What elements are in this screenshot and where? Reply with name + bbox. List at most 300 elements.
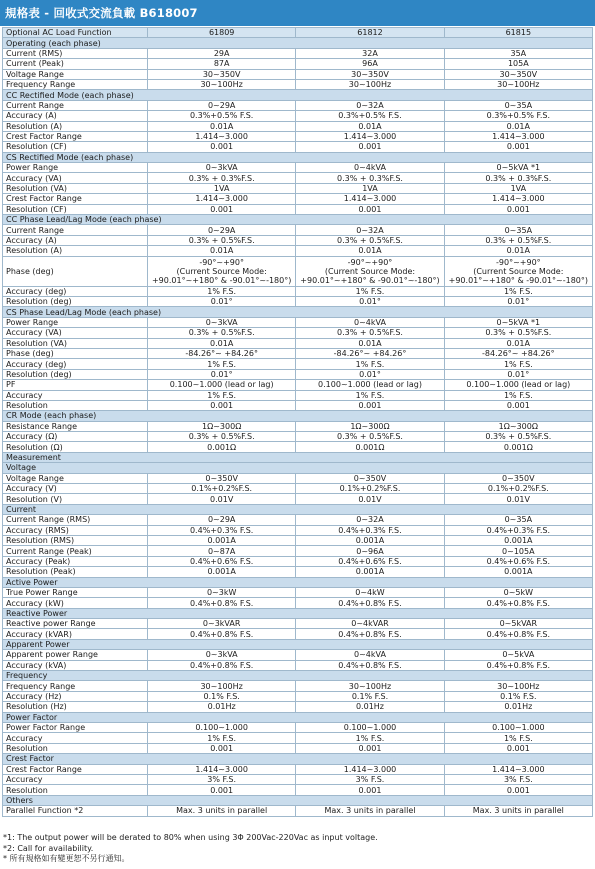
footnote-2: *2: Call for availability.: [3, 843, 94, 853]
table-row: [3, 546, 593, 556]
value-cell: 0~4kW: [296, 587, 444, 597]
row-label: PF: [3, 380, 148, 390]
table-row: [3, 619, 593, 629]
value-cell: 3% F.S.: [148, 774, 296, 784]
value-cell: 0.4%+0.6% F.S.: [444, 556, 592, 566]
table-row: [3, 204, 593, 214]
value-cell: 0.01A: [148, 121, 296, 131]
section-title: Others: [3, 795, 593, 805]
row-label: Resolution (V): [3, 494, 148, 504]
table-row: [3, 369, 593, 379]
value-cell: 0~96A: [296, 546, 444, 556]
row-label: Current Range: [3, 100, 148, 110]
value-cell: 1VA: [444, 183, 592, 193]
value-cell: 0.001: [296, 142, 444, 152]
value-cell: 0.001A: [296, 567, 444, 577]
table-row: [3, 246, 593, 256]
table-row: [3, 774, 593, 784]
value-cell: -84.26°~ +84.26°: [148, 348, 296, 358]
row-label: Accuracy (kVAR): [3, 629, 148, 639]
table-row: [3, 785, 593, 795]
value-cell: 0.1% F.S.: [444, 691, 592, 701]
value-cell: -90°~+90° (Current Source Mode: +90.01°~+180° & -90.01°~-180°): [148, 256, 296, 286]
value-cell: Max. 3 units in parallel: [148, 806, 296, 816]
value-cell: 0~3kVAR: [148, 619, 296, 629]
table-row: [3, 743, 593, 753]
table-row: [3, 556, 593, 566]
value-cell: 0.4%+0.3% F.S.: [444, 525, 592, 535]
value-cell: -84.26°~ +84.26°: [444, 348, 592, 358]
value-cell: 0~5kVAR: [444, 619, 592, 629]
value-cell: 0~5kW: [444, 587, 592, 597]
value-cell: 0.4%+0.8% F.S.: [148, 660, 296, 670]
spec-table-body: [3, 28, 593, 817]
row-label: Power Factor Range: [3, 723, 148, 733]
value-cell: 0~3kW: [148, 587, 296, 597]
value-cell: 0.01V: [444, 494, 592, 504]
table-row: [3, 484, 593, 494]
value-cell: 0.01A: [296, 338, 444, 348]
section-title: Measurement: [3, 452, 593, 462]
table-row: [3, 723, 593, 733]
value-cell: 0.001A: [444, 535, 592, 545]
row-label: Accuracy (deg): [3, 286, 148, 296]
value-cell: 0.001: [148, 142, 296, 152]
section-title: CS Phase Lead/Lag Mode (each phase): [3, 307, 593, 317]
table-row: [3, 100, 593, 110]
value-cell: 1.414~3.000: [444, 131, 592, 141]
value-cell: Max. 3 units in parallel: [444, 806, 592, 816]
value-cell: 1% F.S.: [148, 359, 296, 369]
value-cell: -90°~+90° (Current Source Mode: +90.01°~+180° & -90.01°~-180°): [296, 256, 444, 286]
value-cell: 0.3%+0.5% F.S.: [148, 111, 296, 121]
value-cell: 0.001: [444, 743, 592, 753]
table-row: [3, 432, 593, 442]
row-label: Resolution: [3, 785, 148, 795]
value-cell: 1.414~3.000: [444, 194, 592, 204]
section-row: [3, 577, 593, 587]
value-cell: 0.001: [296, 743, 444, 753]
value-cell: 0.001Ω: [296, 442, 444, 452]
value-cell: 0~4kVA: [296, 317, 444, 327]
row-label: Resolution (RMS): [3, 535, 148, 545]
value-cell: 0.3% + 0.5%F.S.: [444, 432, 592, 442]
value-cell: 1% F.S.: [296, 359, 444, 369]
value-cell: 0.100~1.000: [296, 723, 444, 733]
value-cell: 30~100Hz: [444, 79, 592, 89]
value-cell: 0.3% + 0.3%F.S.: [148, 173, 296, 183]
row-label: Current Range (RMS): [3, 515, 148, 525]
row-label: Crest Factor Range: [3, 131, 148, 141]
footnote-3: * 所有規格如有變更恕不另行通知。: [3, 854, 130, 863]
section-row: [3, 712, 593, 722]
row-label: Resolution (Ω): [3, 442, 148, 452]
value-cell: 1% F.S.: [444, 359, 592, 369]
value-cell: 1% F.S.: [296, 390, 444, 400]
value-cell: 0.01A: [444, 246, 592, 256]
value-cell: 0.01A: [148, 338, 296, 348]
row-label: Crest Factor Range: [3, 194, 148, 204]
row-label: Resolution: [3, 400, 148, 410]
row-label: Resolution (deg): [3, 369, 148, 379]
value-cell: 0.1% F.S.: [148, 691, 296, 701]
row-label: Accuracy (Peak): [3, 556, 148, 566]
section-row: [3, 639, 593, 649]
value-cell: 0.3% + 0.5%F.S.: [148, 432, 296, 442]
row-label: Reactive power Range: [3, 619, 148, 629]
table-row: [3, 660, 593, 670]
section-row: [3, 152, 593, 162]
row-label: Resolution: [3, 743, 148, 753]
table-row: [3, 142, 593, 152]
value-cell: 1% F.S.: [444, 390, 592, 400]
value-cell: 0.1%+0.2%F.S.: [444, 484, 592, 494]
table-row: [3, 225, 593, 235]
value-cell: 0.4%+0.8% F.S.: [296, 629, 444, 639]
section-title: Crest Factor: [3, 754, 593, 764]
value-cell: 105A: [444, 59, 592, 69]
table-row: [3, 380, 593, 390]
value-cell: 30~100Hz: [296, 681, 444, 691]
value-cell: 0~5kVA: [444, 650, 592, 660]
value-cell: -90°~+90° (Current Source Mode: +90.01°~+180° & -90.01°~-180°): [444, 256, 592, 286]
value-cell: 0.100~1.000 (lead or lag): [296, 380, 444, 390]
value-cell: 0.3% + 0.3%F.S.: [296, 173, 444, 183]
section-title: Voltage: [3, 463, 593, 473]
section-row: [3, 463, 593, 473]
table-row: [3, 650, 593, 660]
value-cell: 1% F.S.: [148, 286, 296, 296]
table-row: [3, 702, 593, 712]
section-row: [3, 671, 593, 681]
row-label: Resolution (CF): [3, 204, 148, 214]
value-cell: 1.414~3.000: [148, 764, 296, 774]
table-row: [3, 235, 593, 245]
value-cell: 0.3% + 0.5%F.S.: [296, 328, 444, 338]
value-cell: 0.01Hz: [296, 702, 444, 712]
value-cell: 0.3% + 0.5%F.S.: [444, 328, 592, 338]
value-cell: 1% F.S.: [148, 733, 296, 743]
table-row: [3, 317, 593, 327]
value-cell: 0~32A: [296, 515, 444, 525]
value-cell: 1.414~3.000: [444, 764, 592, 774]
value-cell: 0.4%+0.6% F.S.: [148, 556, 296, 566]
row-label: Accuracy (A): [3, 235, 148, 245]
table-row: [3, 286, 593, 296]
page-title: 規格表 - 回收式交流負載 B618007: [5, 6, 198, 20]
table-row: [3, 69, 593, 79]
section-row: [3, 504, 593, 514]
value-cell: 0.01V: [148, 494, 296, 504]
value-cell: 0~5kVA *1: [444, 163, 592, 173]
section-title: Operating (each phase): [3, 38, 593, 48]
value-cell: 35A: [444, 48, 592, 58]
value-cell: 0.4%+0.8% F.S.: [296, 660, 444, 670]
value-cell: 1Ω~300Ω: [444, 421, 592, 431]
table-row: [3, 256, 593, 286]
value-cell: 0.3%+0.5% F.S.: [444, 111, 592, 121]
value-cell: 0.4%+0.3% F.S.: [296, 525, 444, 535]
value-cell: 30~350V: [148, 69, 296, 79]
value-cell: 0~3kVA: [148, 650, 296, 660]
value-cell: 1% F.S.: [444, 286, 592, 296]
table-row: [3, 629, 593, 639]
row-label: Accuracy (RMS): [3, 525, 148, 535]
value-cell: 0.001A: [148, 535, 296, 545]
value-cell: 1.414~3.000: [296, 194, 444, 204]
value-cell: 0~32A: [296, 225, 444, 235]
table-row: [3, 421, 593, 431]
value-cell: 0.001Ω: [444, 442, 592, 452]
table-row: [3, 691, 593, 701]
row-label: Accuracy (kW): [3, 598, 148, 608]
value-cell: 0~4kVAR: [296, 619, 444, 629]
value-cell: 30~100Hz: [444, 681, 592, 691]
row-label: Parallel Function *2: [3, 806, 148, 816]
value-cell: 3% F.S.: [444, 774, 592, 784]
value-cell: 0.1%+0.2%F.S.: [296, 484, 444, 494]
row-label: Resolution (Peak): [3, 567, 148, 577]
value-cell: 0.3% + 0.5%F.S.: [296, 432, 444, 442]
row-label: Frequency Range: [3, 79, 148, 89]
value-cell: 0.3%+0.5% F.S.: [296, 111, 444, 121]
table-row: [3, 400, 593, 410]
row-label: Phase (deg): [3, 348, 148, 358]
value-cell: 1.414~3.000: [148, 194, 296, 204]
value-cell: 0.3% + 0.5%F.S.: [296, 235, 444, 245]
section-row: [3, 307, 593, 317]
row-label: Accuracy (Ω): [3, 432, 148, 442]
row-label: Current (Peak): [3, 59, 148, 69]
value-cell: 0.100~1.000: [444, 723, 592, 733]
table-row: [3, 515, 593, 525]
table-row: [3, 681, 593, 691]
section-title: CC Rectified Mode (each phase): [3, 90, 593, 100]
table-row: [3, 525, 593, 535]
row-label: Voltage Range: [3, 69, 148, 79]
value-cell: 0.4%+0.8% F.S.: [148, 629, 296, 639]
value-cell: 0.001: [148, 400, 296, 410]
value-cell: 0~350V: [148, 473, 296, 483]
value-cell: 0.4%+0.3% F.S.: [148, 525, 296, 535]
footnote-1: *1: The output power will be derated to 80% when using 3Φ 200Vac-220Vac as input voltage.: [3, 833, 378, 842]
row-label: Accuracy (VA): [3, 173, 148, 183]
value-cell: 0.01°: [296, 296, 444, 306]
row-label: Resolution (A): [3, 246, 148, 256]
row-label: Accuracy (V): [3, 484, 148, 494]
value-cell: 0.3% + 0.5%F.S.: [148, 235, 296, 245]
header-cell-61809: 61809: [148, 28, 296, 38]
value-cell: 0.01°: [296, 369, 444, 379]
value-cell: -84.26°~ +84.26°: [296, 348, 444, 358]
value-cell: 0.01A: [444, 121, 592, 131]
table-row: [3, 328, 593, 338]
value-cell: 0.001: [296, 400, 444, 410]
value-cell: 0.01A: [148, 246, 296, 256]
table-row: [3, 348, 593, 358]
section-row: [3, 754, 593, 764]
row-label: Power Range: [3, 317, 148, 327]
table-row: [3, 598, 593, 608]
value-cell: 1VA: [148, 183, 296, 193]
row-label: Accuracy (kVA): [3, 660, 148, 670]
row-label: Resistance Range: [3, 421, 148, 431]
row-label: Resolution (Hz): [3, 702, 148, 712]
value-cell: 0~5kVA *1: [444, 317, 592, 327]
row-label: True Power Range: [3, 587, 148, 597]
table-row: [3, 390, 593, 400]
table-row: [3, 733, 593, 743]
table-row: [3, 131, 593, 141]
header-cell-label: Optional AC Load Function: [3, 28, 148, 38]
section-row: [3, 215, 593, 225]
value-cell: 0~32A: [296, 100, 444, 110]
section-title: Active Power: [3, 577, 593, 587]
table-row: [3, 567, 593, 577]
value-cell: 0~35A: [444, 100, 592, 110]
value-cell: 1% F.S.: [296, 286, 444, 296]
section-title: CR Mode (each phase): [3, 411, 593, 421]
value-cell: 0~87A: [148, 546, 296, 556]
value-cell: 0.01A: [296, 246, 444, 256]
value-cell: 0.001: [148, 204, 296, 214]
value-cell: 30~100Hz: [148, 79, 296, 89]
table-row: [3, 183, 593, 193]
section-title: Reactive Power: [3, 608, 593, 618]
value-cell: 0.001Ω: [148, 442, 296, 452]
value-cell: 0.01°: [148, 296, 296, 306]
value-cell: 0.1%+0.2%F.S.: [148, 484, 296, 494]
row-label: Accuracy: [3, 774, 148, 784]
header-cell-61812: 61812: [296, 28, 444, 38]
value-cell: 30~350V: [444, 69, 592, 79]
value-cell: 0.001A: [296, 535, 444, 545]
table-row: [3, 121, 593, 131]
value-cell: 0~3kVA: [148, 317, 296, 327]
table-row: [3, 535, 593, 545]
table-row: [3, 163, 593, 173]
value-cell: 1.414~3.000: [148, 131, 296, 141]
section-title: Power Factor: [3, 712, 593, 722]
row-label: Accuracy: [3, 390, 148, 400]
value-cell: 0.4%+0.6% F.S.: [296, 556, 444, 566]
table-row: [3, 111, 593, 121]
section-title: Frequency: [3, 671, 593, 681]
table-row: [3, 79, 593, 89]
value-cell: 0.001: [444, 204, 592, 214]
row-label: Power Range: [3, 163, 148, 173]
table-row: [3, 59, 593, 69]
section-row: [3, 795, 593, 805]
value-cell: 1VA: [296, 183, 444, 193]
row-label: Current Range (Peak): [3, 546, 148, 556]
value-cell: 1.414~3.000: [296, 764, 444, 774]
value-cell: 0.4%+0.8% F.S.: [444, 598, 592, 608]
table-row: [3, 173, 593, 183]
value-cell: 0~3kVA: [148, 163, 296, 173]
value-cell: 0.3% + 0.5%F.S.: [148, 328, 296, 338]
value-cell: 0.4%+0.8% F.S.: [444, 629, 592, 639]
section-row: [3, 608, 593, 618]
value-cell: 0.100~1.000 (lead or lag): [444, 380, 592, 390]
value-cell: 0~35A: [444, 515, 592, 525]
section-row: [3, 38, 593, 48]
value-cell: 0.01°: [444, 296, 592, 306]
value-cell: 0.001: [444, 785, 592, 795]
value-cell: 0.4%+0.8% F.S.: [148, 598, 296, 608]
value-cell: 29A: [148, 48, 296, 58]
table-row: [3, 442, 593, 452]
table-row: [3, 764, 593, 774]
value-cell: 0~29A: [148, 515, 296, 525]
value-cell: 0~350V: [444, 473, 592, 483]
value-cell: 1Ω~300Ω: [148, 421, 296, 431]
value-cell: 1Ω~300Ω: [296, 421, 444, 431]
value-cell: 0~29A: [148, 225, 296, 235]
value-cell: 0.100~1.000 (lead or lag): [148, 380, 296, 390]
title-bar: [0, 0, 595, 26]
row-label: Resolution (VA): [3, 338, 148, 348]
value-cell: 30~100Hz: [148, 681, 296, 691]
row-label: Voltage Range: [3, 473, 148, 483]
table-row: [3, 806, 593, 816]
section-row: [3, 452, 593, 462]
row-label: Current (RMS): [3, 48, 148, 58]
row-label: Resolution (deg): [3, 296, 148, 306]
value-cell: 30~350V: [296, 69, 444, 79]
row-label: Resolution (VA): [3, 183, 148, 193]
value-cell: 0~4kVA: [296, 650, 444, 660]
header-cell-61815: 61815: [444, 28, 592, 38]
value-cell: 0.001: [444, 400, 592, 410]
row-label: Accuracy (deg): [3, 359, 148, 369]
row-label: Accuracy (Hz): [3, 691, 148, 701]
value-cell: 0.4%+0.8% F.S.: [444, 660, 592, 670]
table-header-row: [3, 28, 593, 38]
value-cell: 0.100~1.000: [148, 723, 296, 733]
value-cell: 0.01Hz: [444, 702, 592, 712]
value-cell: 87A: [148, 59, 296, 69]
value-cell: 32A: [296, 48, 444, 58]
value-cell: 1% F.S.: [444, 733, 592, 743]
value-cell: 1% F.S.: [148, 390, 296, 400]
value-cell: 30~100Hz: [296, 79, 444, 89]
row-label: Phase (deg): [3, 256, 148, 286]
table-row: [3, 359, 593, 369]
row-label: Crest Factor Range: [3, 764, 148, 774]
value-cell: 0.001: [444, 142, 592, 152]
row-label: Frequency Range: [3, 681, 148, 691]
value-cell: 96A: [296, 59, 444, 69]
table-row: [3, 48, 593, 58]
value-cell: 3% F.S.: [296, 774, 444, 784]
value-cell: 0.001A: [444, 567, 592, 577]
value-cell: 0.4%+0.8% F.S.: [296, 598, 444, 608]
row-label: Accuracy: [3, 733, 148, 743]
section-title: Current: [3, 504, 593, 514]
section-row: [3, 411, 593, 421]
row-label: Resolution (A): [3, 121, 148, 131]
row-label: Resolution (CF): [3, 142, 148, 152]
section-row: [3, 90, 593, 100]
row-label: Accuracy (VA): [3, 328, 148, 338]
value-cell: 0~4kVA: [296, 163, 444, 173]
value-cell: 1% F.S.: [296, 733, 444, 743]
value-cell: 0.3% + 0.5%F.S.: [444, 235, 592, 245]
value-cell: 0.1% F.S.: [296, 691, 444, 701]
value-cell: 0.001: [296, 785, 444, 795]
table-row: [3, 587, 593, 597]
